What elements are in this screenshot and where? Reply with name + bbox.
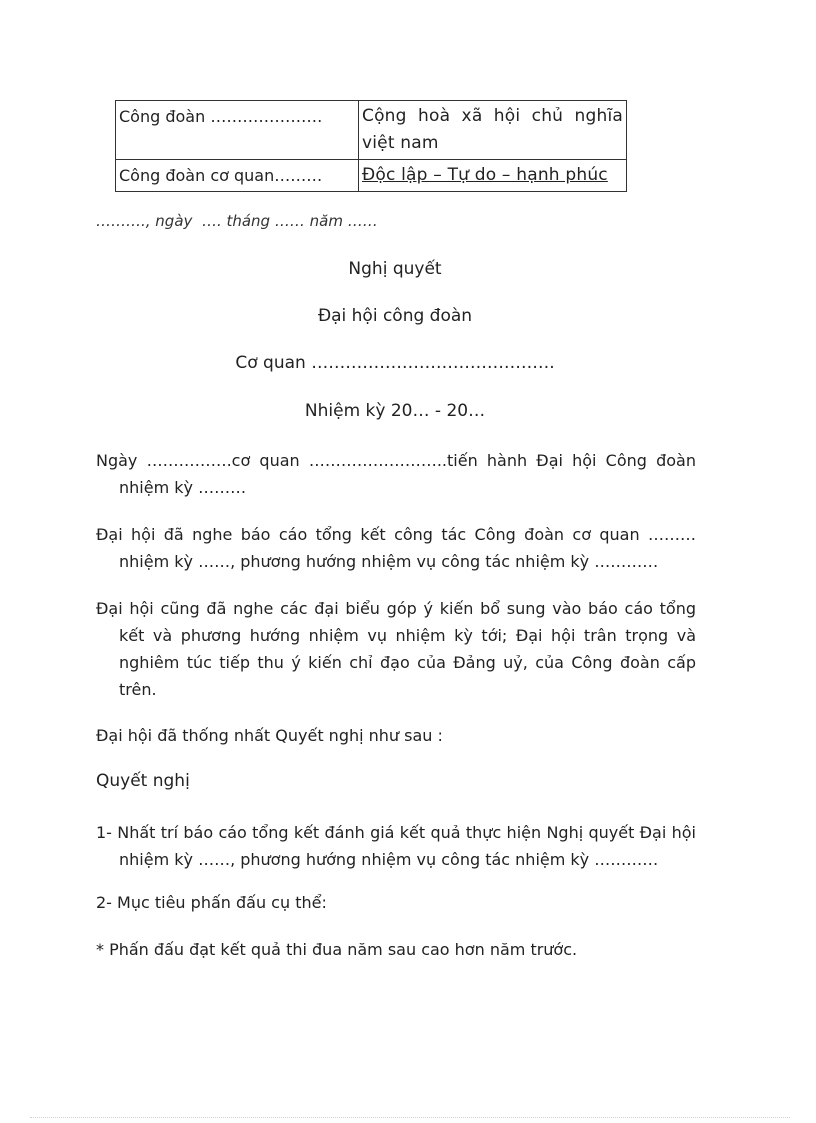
agency-union-cell: Công đoàn cơ quan………	[116, 160, 359, 192]
motto-cell	[359, 160, 627, 192]
date-line: ………., ngày …. tháng …… năm ……	[96, 212, 378, 230]
resolution-item-1: 1- Nhất trí báo cáo tổng kết đánh giá kết quả thực hiện Nghị quyết Đại hội nhiệm kỳ ……, phương hướng nhiệm vụ công tác nhiệm kỳ …………	[96, 823, 696, 869]
resolution-heading: Quyết nghị	[96, 771, 190, 791]
paragraph-report-heard: Đại hội đã nghe báo cáo tổng kết công tác Công đoàn cơ quan ………nhiệm kỳ ……, phương hướng nhiệm vụ công tác nhiệm kỳ …………	[96, 525, 696, 571]
country-name-cell: Cộng hoà xã hội chủ nghĩa việt nam	[359, 101, 627, 160]
paragraph-congress-held: Ngày …………….cơ quan ……………………..tiến hành Đại hội Công đoàn nhiệm kỳ ………	[96, 451, 696, 497]
paragraph-unanimous: Đại hội đã thống nhất Quyết nghị như sau :	[96, 726, 443, 745]
document-title: Nghị quyết	[348, 259, 442, 279]
header-row-2	[116, 160, 627, 192]
paragraph-delegates-comments: Đại hội cũng đã nghe các đại biểu góp ý kiến bổ sung vào báo cáo tổng kết và phương hướng nhiệm vụ nhiệm kỳ tới; Đại hội trân trọng và nghiêm túc tiếp thu ý kiến chỉ đạo của Đảng uỷ, của Công đoàn cấp trên.	[96, 599, 696, 699]
union-name-cell: Công đoàn …………………	[116, 101, 359, 160]
page-bottom-divider	[30, 1117, 790, 1118]
header-row-1	[116, 101, 627, 160]
agency-title: Cơ quan …………………………………….	[235, 353, 555, 373]
resolution-item-2: 2- Mục tiêu phấn đấu cụ thể:	[96, 893, 327, 912]
term-title: Nhiệm kỳ 20… - 20…	[304, 401, 486, 421]
header-table	[115, 100, 627, 192]
resolution-item-3: * Phấn đấu đạt kết quả thi đua năm sau cao hơn năm trước.	[96, 940, 578, 959]
motto-text: Độc lập – Tự do – hạnh phúc	[362, 165, 608, 185]
congress-title: Đại hội công đoàn	[317, 306, 473, 326]
